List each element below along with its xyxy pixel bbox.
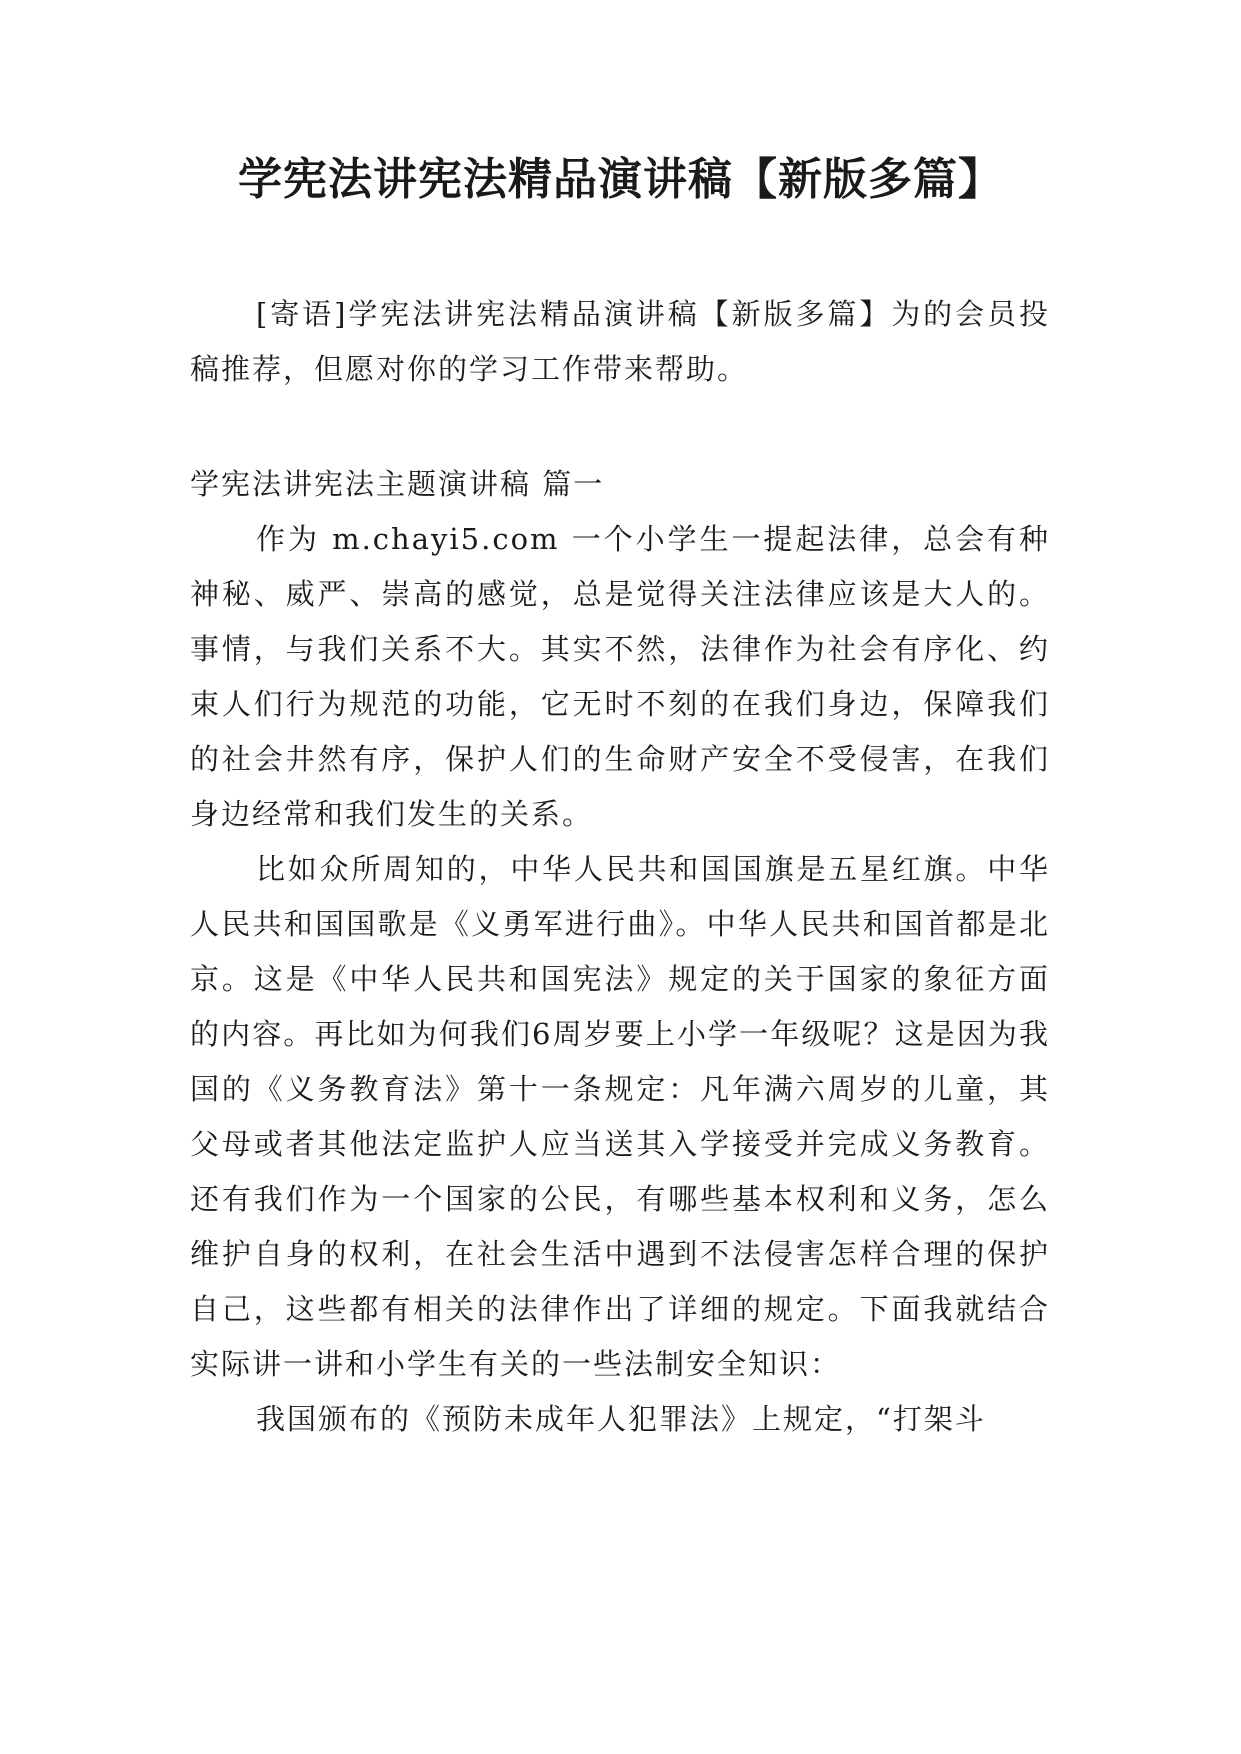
intro-paragraph: [寄语]学宪法讲宪法精品演讲稿【新版多篇】为的会员投稿推荐，但愿对你的学习工作带来帮助。 (190, 297, 1050, 386)
body-paragraph-3: 我国颁布的《预防未成年人犯罪法》上规定，“打架斗 (256, 1402, 986, 1436)
intro-block (190, 287, 1050, 397)
body-paragraph-2: 比如众所周知的，中华人民共和国国旗是五星红旗。中华人民共和国国歌是《义勇军进行曲》。中华人民共和国首都是北京。这是《中华人民共和国宪法》规定的关于国家的象征方面的内容。再比如为何我们6周岁要上小学一年级呢？这是因为我国的《义务教育法》第十一条规定：凡年满六周岁的儿童，其父母或者其他法定监护人应当送其入学接受并完成义务教育。还有我们作为一个国家的公民，有哪些基本权利和义务，怎么维护自身的权利，在社会生活中遇到不法侵害怎样合理的保护自己，这些都有相关的法律作出了详细的规定。下面我就结合实际讲一讲和小学生有关的一些法制安全知识： (190, 852, 1050, 1381)
section-heading: 学宪法讲宪法主题演讲稿 篇一 (190, 467, 605, 501)
document-title: 学宪法讲宪法精品演讲稿【新版多篇】 (238, 154, 1003, 205)
body-paragraph-1: 作为 m.chayi5.com 一个小学生一提起法律，总会有种神秘、威严、崇高的感觉，总是觉得关注法律应该是大人的。事情，与我们关系不大。其实不然，法律作为社会有序化、约束人们行为规范的功能，它无时不刻的在我们身边，保障我们的社会井然有序，保护人们的生命财产安全不受侵害，在我们身边经常和我们发生的关系。 (190, 522, 1050, 831)
section-one (190, 457, 1050, 1447)
